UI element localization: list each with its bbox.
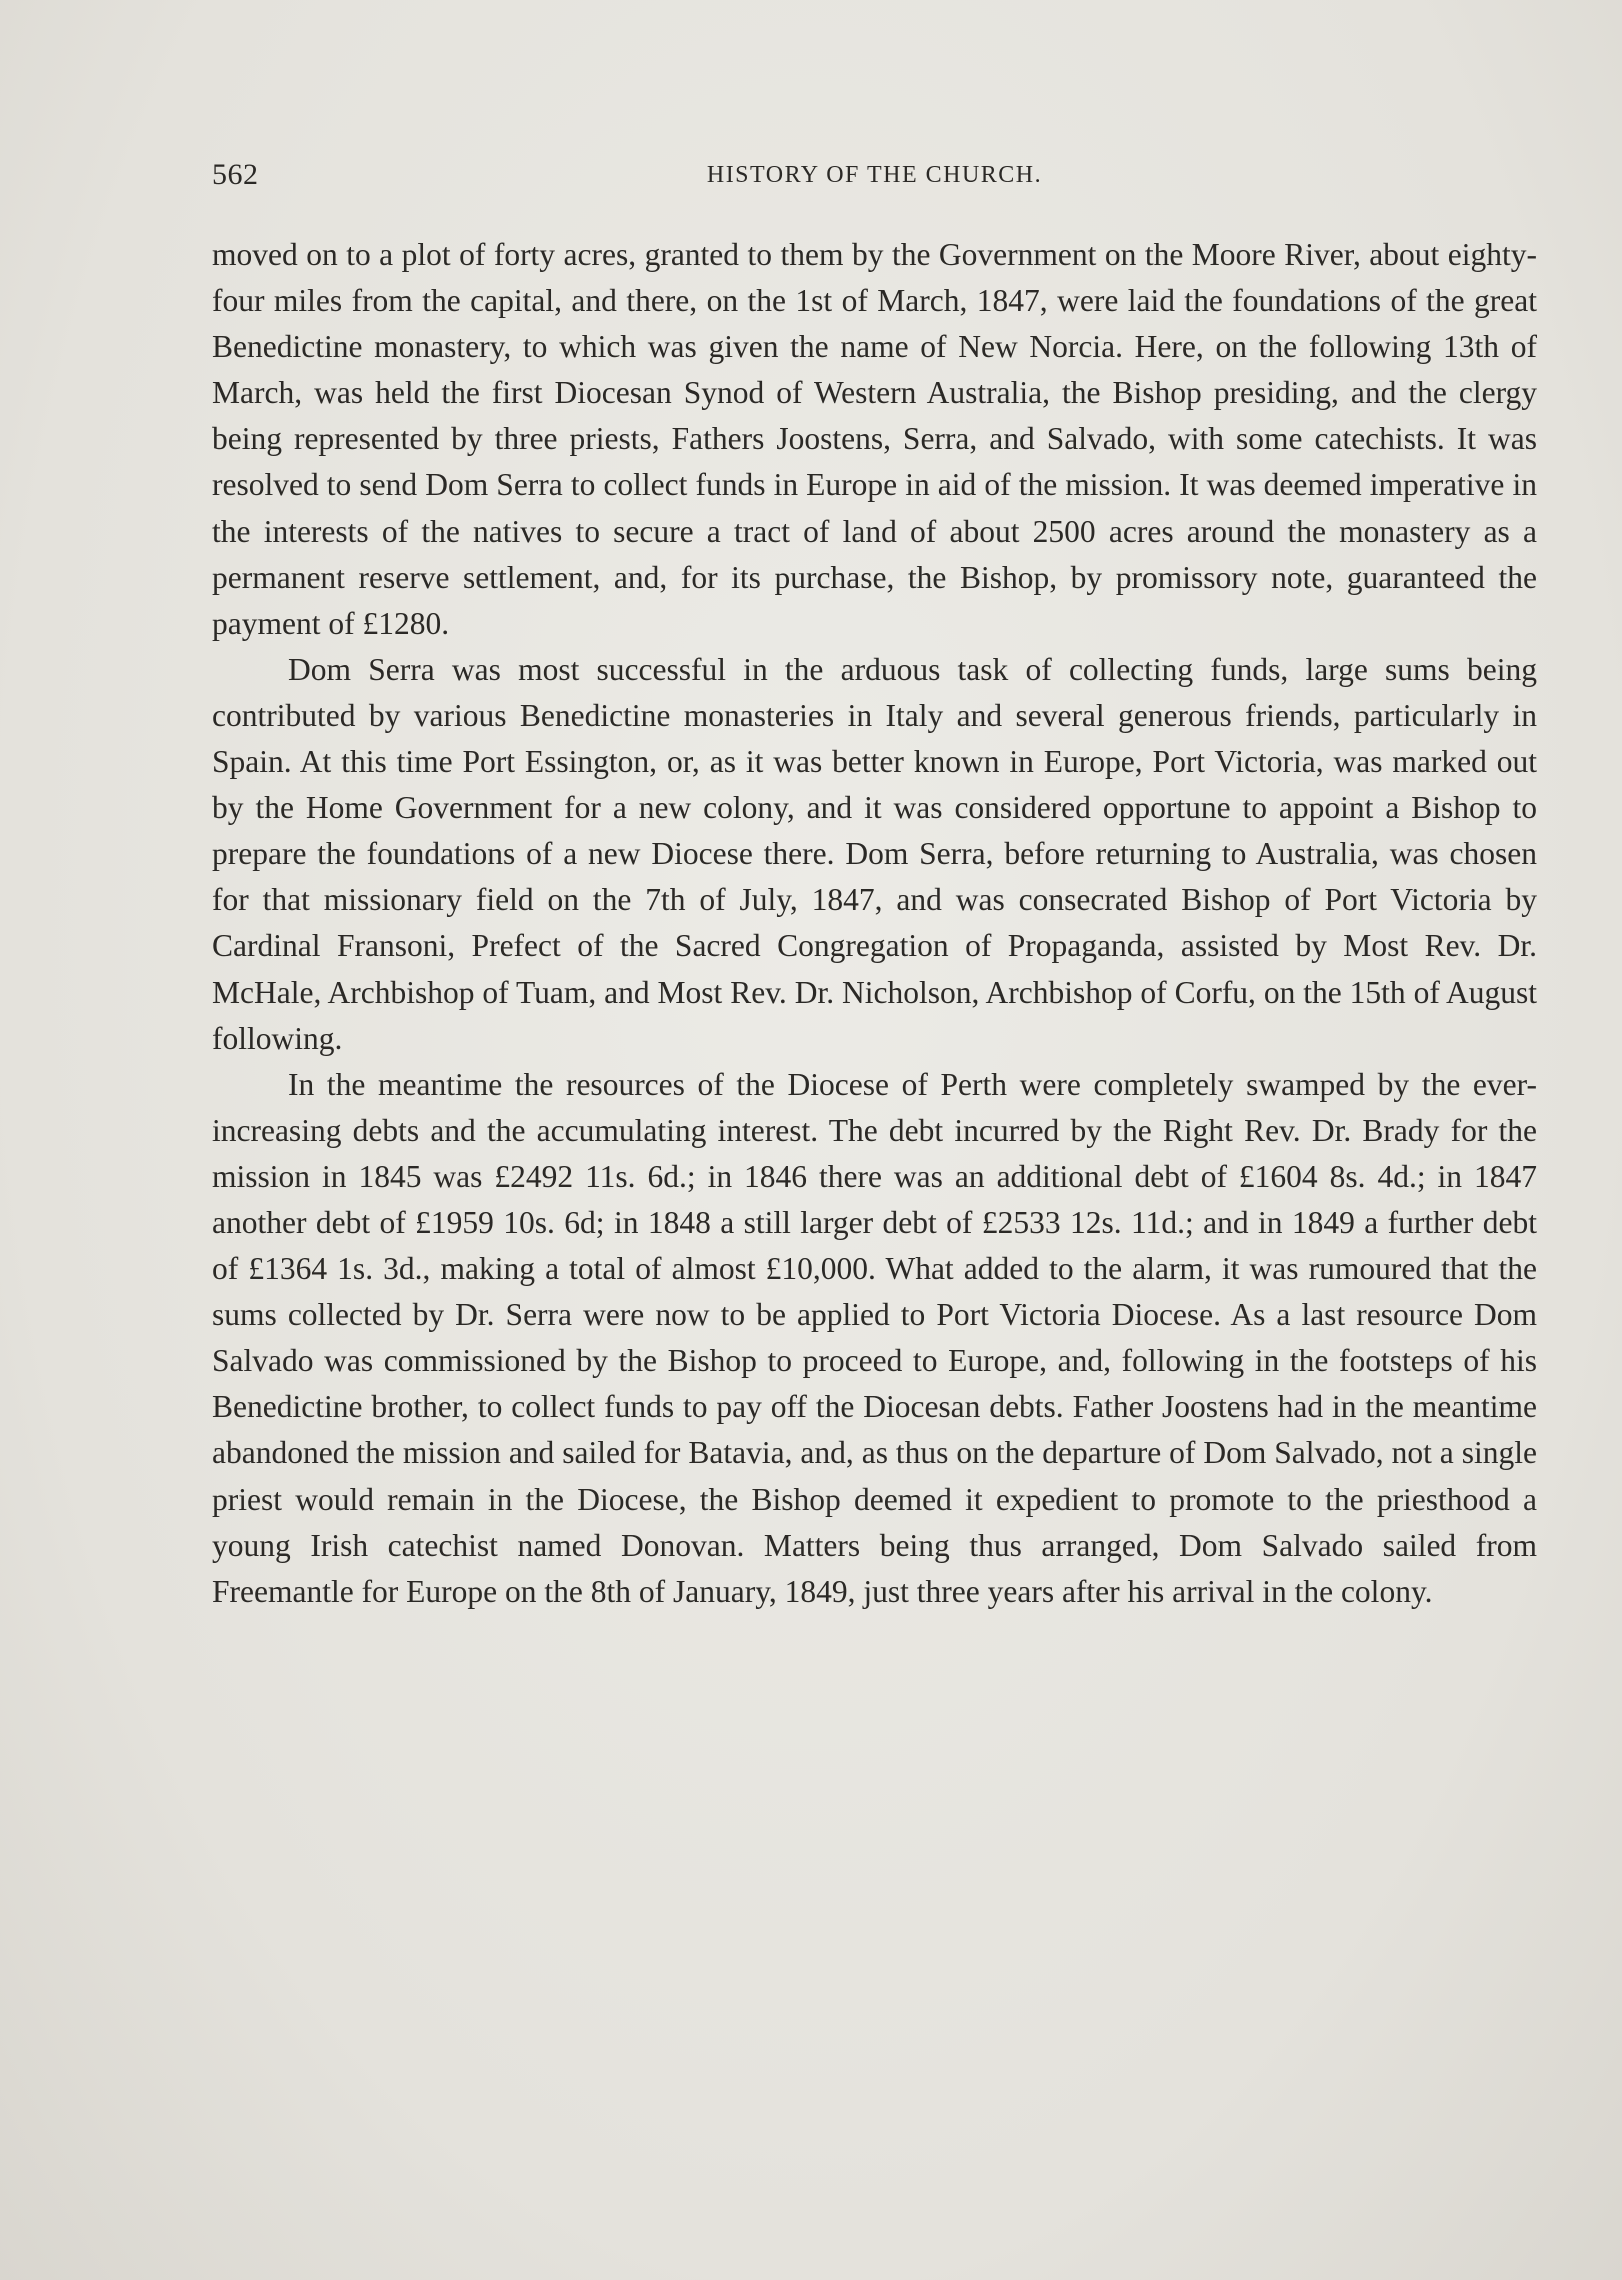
paragraph: moved on to a plot of forty acres, granted to them by the Government on the Moore River, about eighty-four miles from the capital, and there, on the 1st of March, 1847, were laid the foundations of the great Benedictine monastery, to which was given the name of New Norcia. Here, on the following 13th of March, was held the first Diocesan Synod of Western Australia, the Bishop presiding, and the clergy being represented by three priests, Fathers Joostens, Serra, and Salvado, with some catechists. It was resolved to send Dom Serra to collect funds in Europe in aid of the mission. It was deemed imperative in the interests of the natives to secure a tract of land of about 2500 acres around the monastery as a permanent reserve settlement, and, for its purchase, the Bishop, by promissory note, guaranteed the payment of £1280. [212,237,1537,641]
body-text [212,232,1537,1615]
paragraph: In the meantime the resources of the Diocese of Perth were completely swamped by the ever-increasing debts and the accumulating interest. The debt incurred by the Right Rev. Dr. Brady for the mission in 1845 was £2492 11s. 6d.; in 1846 there was an additional debt of £1604 8s. 4d.; in 1847 another debt of £1959 10s. 6d; in 1848 a still larger debt of £2533 12s. 11d.; and in 1849 a further debt of £1364 1s. 3d., making a total of almost £10,000. What added to the alarm, it was rumoured that the sums collected by Dr. Serra were now to be applied to Port Victoria Diocese. As a last resource Dom Salvado was commissioned by the Bishop to proceed to Europe, and, following in the footsteps of his Benedictine brother, to collect funds to pay off the Diocesan debts. Father Joostens had in the meantime abandoned the mission and sailed for Batavia, and, as thus on the departure of Dom Salvado, not a single priest would remain in the Diocese, the Bishop deemed it expedient to promote to the priesthood a young Irish catechist named Donovan. Matters being thus arranged, Dom Salvado sailed from Freemantle for Europe on the 8th of January, 1849, just three years after his arrival in the colony. [212,1066,1537,1609]
paragraph: Dom Serra was most successful in the arduous task of collecting funds, large sums being contributed by various Benedictine monasteries in Italy and several generous friends, particularly in Spain. At this time Port Essington, or, as it was better known in Europe, Port Victoria, was marked out by the Home Government for a new colony, and it was considered opportune to appoint a Bishop to prepare the foundations of a new Diocese there. Dom Serra, before returning to Australia, was chosen for that missionary field on the 7th of July, 1847, and was consecrated Bishop of Port Victoria by Cardinal Fransoni, Prefect of the Sacred Congregation of Propaganda, assisted by Most Rev. Dr. McHale, Archbishop of Tuam, and Most Rev. Dr. Nicholson, Archbishop of Corfu, on the 15th of August following. [212,651,1537,1056]
page-number: 562 [212,158,259,191]
page-header [212,158,1537,198]
running-title: HISTORY OF THE CHURCH. [706,162,1043,188]
